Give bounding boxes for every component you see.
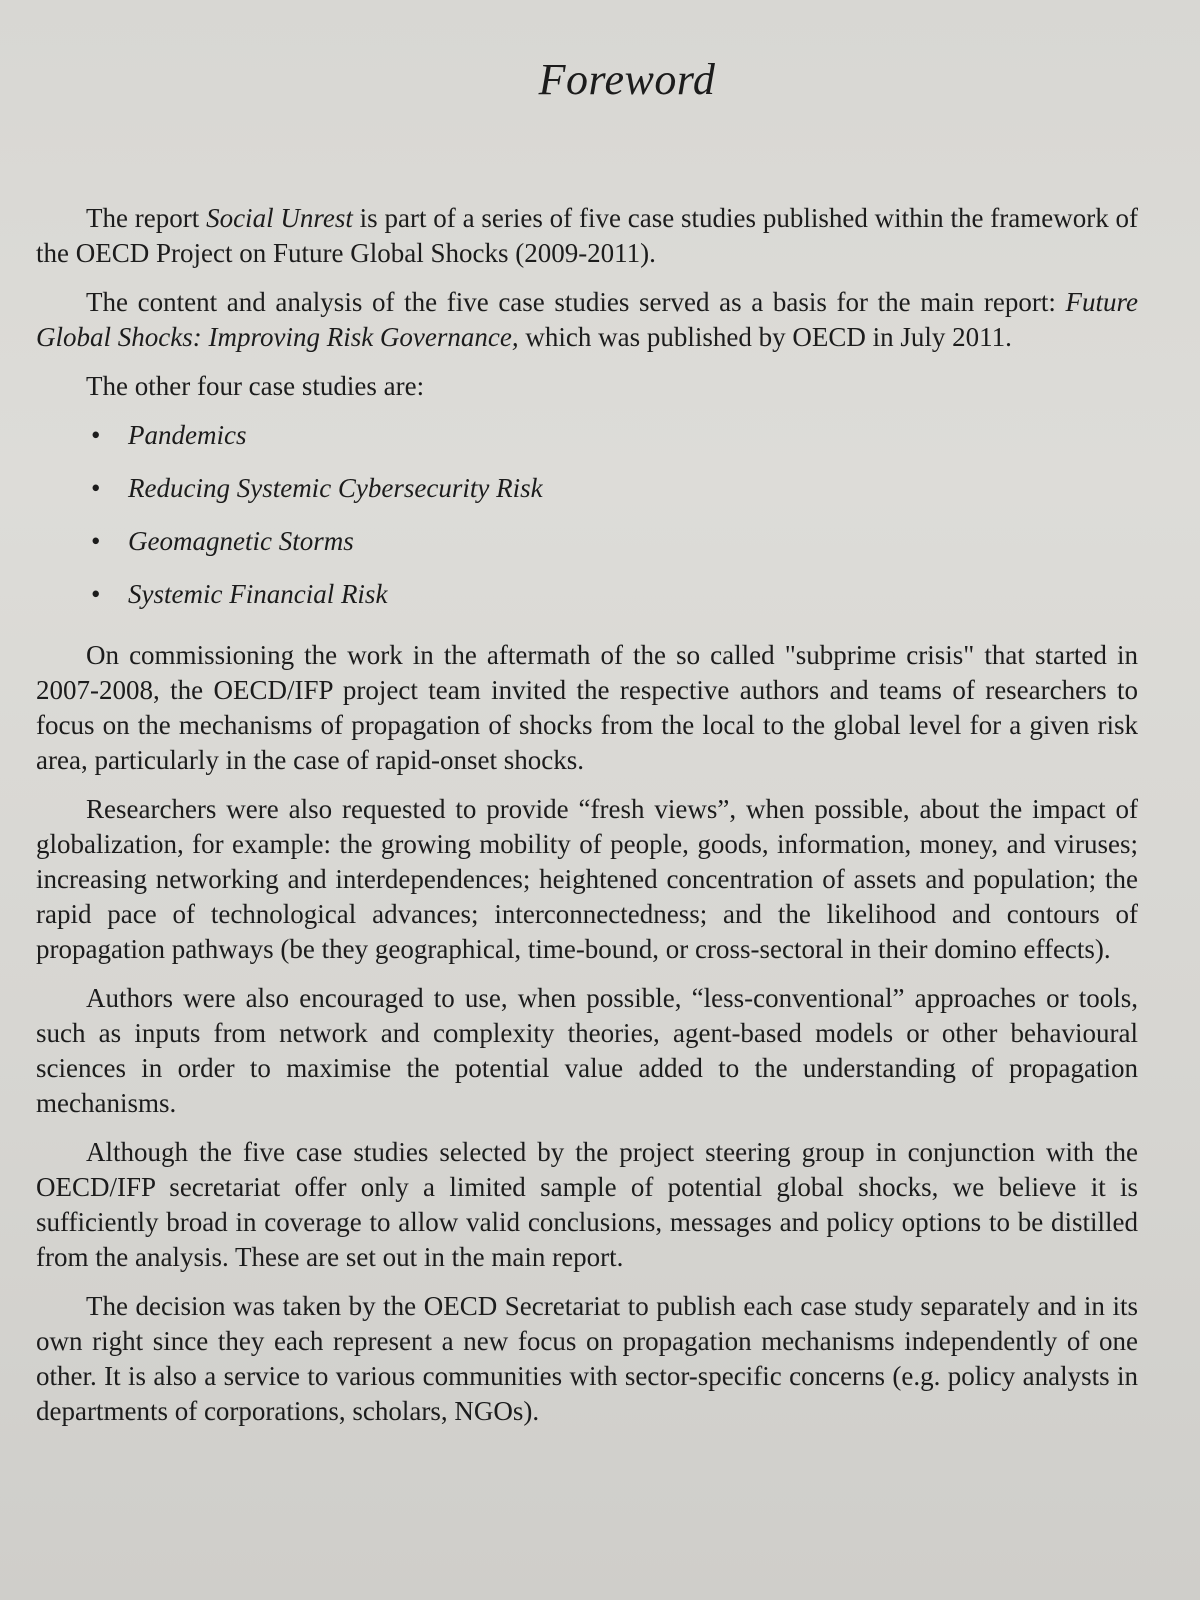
paragraph-commissioning: On commissioning the work in the aftermath of the so called "subprime crisis" that started in 2007-2008, the OECD/IFP project team invited the respective authors and teams of researchers to focus on the mechanisms of propagation of shocks from the local to the global level for a given risk area, particularly in the case of rapid-onset shocks.: [36, 640, 1138, 775]
paragraph-main-report-text-a: The content and analysis of the five case studies served as a basis for the main report:: [86, 287, 1066, 317]
report-title-social-unrest: Social Unrest: [206, 203, 353, 233]
main-report-title: Future Global Shocks: Improving Risk Governance,: [36, 287, 1138, 352]
list-item: [36, 471, 1138, 524]
list-item-label: Reducing Systemic Cybersecurity Risk: [128, 473, 543, 503]
list-item: [36, 418, 1138, 471]
document-body: [36, 201, 1138, 1429]
paragraph-intro-text-a: The report: [86, 203, 207, 233]
list-item: [36, 577, 1138, 630]
paragraph-main-report-text-c: which was published by OECD in July 2011.: [518, 322, 1012, 352]
paragraph-decision: The decision was taken by the OECD Secretariat to publish each case study separately and in its own right since they each represent a new focus on propagation mechanisms independently of one other. It is also a service to various communities with sector-specific concerns (e.g. policy analysts in departments of corporations, scholars, NGOs).: [36, 1291, 1138, 1426]
list-item: [36, 524, 1138, 577]
bullet-icon: •: [91, 473, 101, 503]
list-item-label: Systemic Financial Risk: [128, 579, 388, 609]
paragraph-intro-text-c: is part of a series of five case studies published within the framework of the OECD Project on Future Global Shocks (2009-2011).: [36, 203, 1139, 268]
list-item-label: Pandemics: [128, 420, 247, 450]
paragraph-fresh-views: Researchers were also requested to provide “fresh views”, when possible, about the impact of globalization, for example: the growing mobility of people, goods, information, money, and viruses; increasing networking and interdependences; heightened concentration of assets and population; the rapid pace of technological advances; interconnectedness; and the likelihood and contours of propagation pathways (be they geographical, time-bound, or cross-sectoral in their domino effects).: [36, 794, 1138, 964]
list-item-label: Geomagnetic Storms: [128, 526, 354, 556]
bullet-icon: •: [91, 579, 101, 609]
page-title: Foreword: [538, 55, 716, 104]
paragraph-intro: [36, 201, 1138, 271]
bullet-icon: •: [91, 420, 101, 450]
paragraph-other-studies: The other four case studies are:: [86, 371, 425, 401]
case-study-list: [36, 418, 1138, 630]
paragraph-selection: Although the five case studies selected by the project steering group in conjunction with the OECD/IFP secretariat offer only a limited sample of potential global shocks, we believe it is sufficiently broad in coverage to allow valid conclusions, messages and policy options to be distilled from the analysis. These are set out in the main report.: [36, 1137, 1138, 1272]
paragraph-less-conventional: Authors were also encouraged to use, when possible, “less-conventional” approaches or tools, such as inputs from network and complexity theories, agent-based models or other behavioural sciences in order to maximise the potential value added to the understanding of propagation mechanisms.: [36, 983, 1138, 1118]
paragraph-main-report: [36, 285, 1138, 355]
bullet-icon: •: [91, 526, 101, 556]
